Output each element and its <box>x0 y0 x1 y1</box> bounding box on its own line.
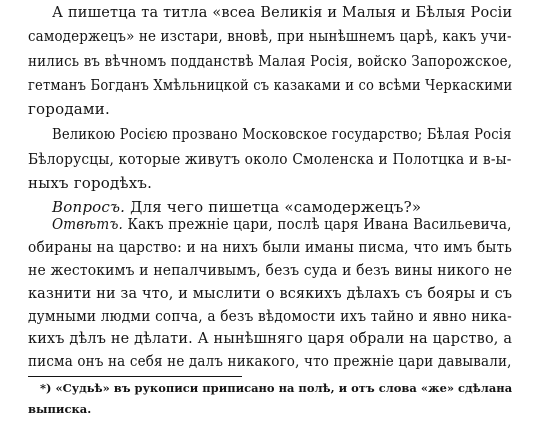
answer-label: Отвѣтъ. <box>52 215 124 233</box>
answer-line-4 <box>28 283 512 303</box>
footnote-line-2 <box>28 401 91 417</box>
text: гетманъ Богданъ Хмѣльницкой съ казаками и со всѣми Черкаскими <box>28 76 513 94</box>
paragraph-1-line-5 <box>28 99 110 119</box>
answer-line-6 <box>28 328 512 348</box>
text: Какъ прежніе цари, послѣ царя Ивана Васильевича, <box>127 215 512 233</box>
paragraph-2-line-3 <box>28 173 152 193</box>
text: самодержецъ» не изстари, вновѣ, при нынѣшнемъ царѣ, какъ учи- <box>28 27 512 45</box>
footnote-rule <box>28 376 242 377</box>
paragraph-1-line-4 <box>28 75 512 95</box>
footnote-line-1 <box>40 380 512 396</box>
footnote-mark: *) <box>40 381 52 395</box>
answer-line-7 <box>28 351 512 371</box>
question-label: Вопросъ. <box>52 198 126 216</box>
text: кихъ дѣлъ не дѣлати. А нынѣшняго царя обрали на царство, а <box>28 329 513 347</box>
answer-line-2 <box>28 237 512 257</box>
text: казнити ни за что, и мыслити о всякихъ дѣлахъ съ бояры и съ <box>28 284 513 302</box>
text: А пишетца та титла «всеа Великія и Малыя и Бѣлыя Росіи <box>52 3 513 21</box>
paragraph-1-line-1 <box>52 2 513 22</box>
text: Великою Росією прозвано Московское государство; Бѣлая Росія <box>52 125 512 143</box>
text: ныхъ городѣхъ. <box>28 174 153 192</box>
footnote-text: «Судьѣ» въ рукописи приписано на полѣ, и отъ слова «же» сдѣлана <box>55 381 513 395</box>
text: писма онъ на себя не далъ никакого, что прежніе цари давывали, <box>28 352 512 370</box>
text: обираны на царство: и на нихъ были иманы писма, что имъ быть <box>28 238 512 256</box>
question-text: Для чего пишетца «самодержецъ?» <box>130 198 422 216</box>
answer-line-5 <box>28 306 512 326</box>
footnote-text-2: выписка. <box>28 402 92 416</box>
paragraph-2-line-2 <box>28 149 512 169</box>
text: не жестокимъ и непалчивымъ, безъ суда и безъ вины никого не <box>28 261 513 279</box>
text: городами. <box>28 100 110 118</box>
paragraph-2-line-1 <box>52 124 512 144</box>
answer-line-1 <box>52 214 512 234</box>
text: Бѣлорусцы, которые живутъ около Смоленска и Полотцка и в-ы- <box>28 150 512 168</box>
text: думными людми сопча, а безъ вѣдомости ихъ тайно и явно ника- <box>28 307 512 325</box>
paragraph-1-line-3 <box>28 51 512 71</box>
text: нились въ вѣчномъ подданствѣ Малая Росія, войско Запорожское, <box>28 52 513 70</box>
answer-line-3 <box>28 260 512 280</box>
paragraph-1-line-2 <box>28 26 512 46</box>
